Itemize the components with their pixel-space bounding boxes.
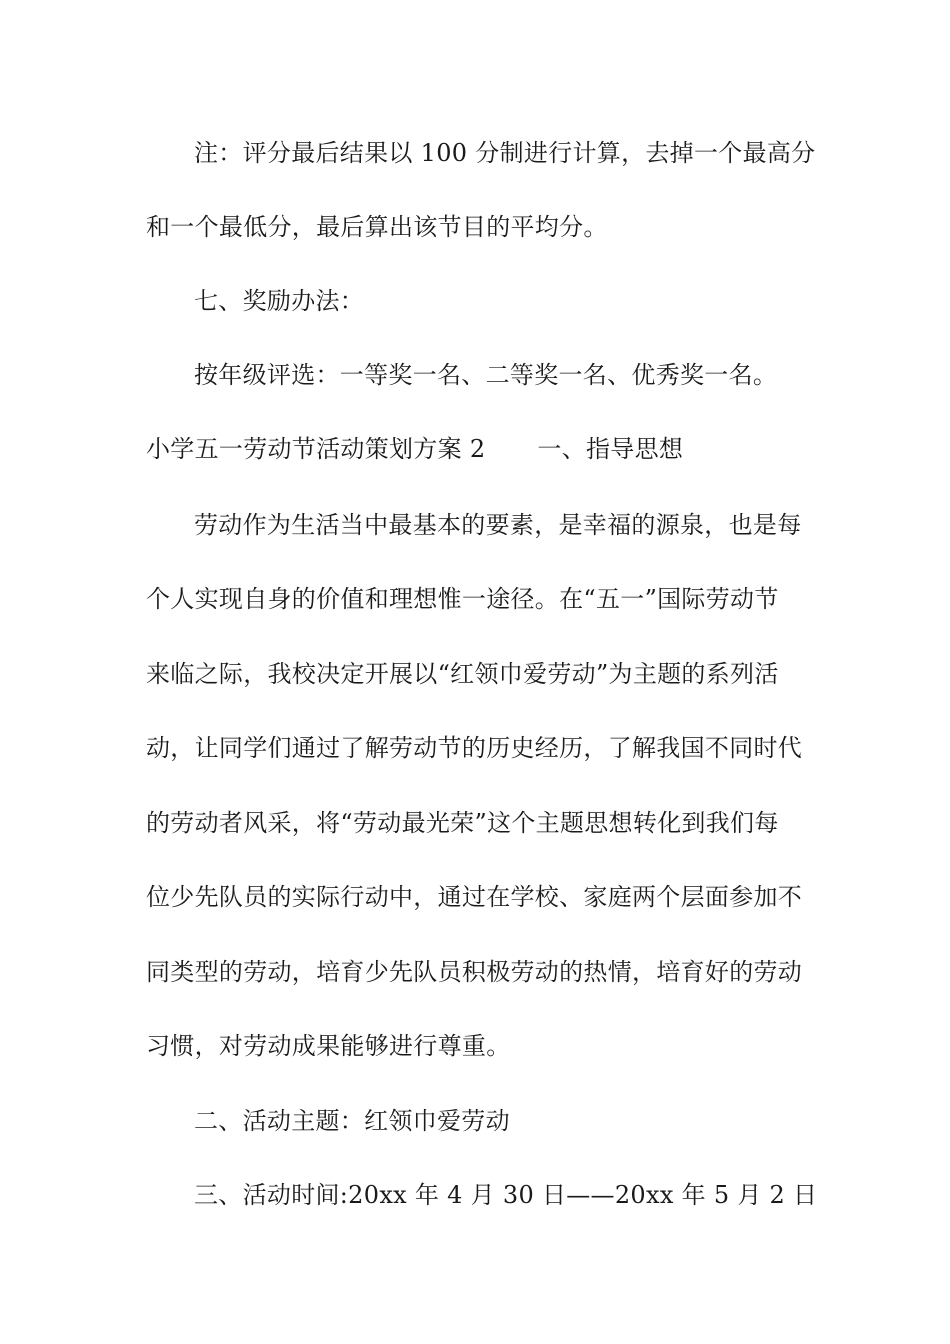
paragraph-line: 习惯，对劳动成果能够进行尊重。 <box>146 1032 511 1060</box>
section-7-heading: 七、奖励办法： <box>194 287 365 315</box>
paragraph-line: 同类型的劳动，培育少先队员积极劳动的热情，培育好的劳动 <box>146 958 803 986</box>
section-3-time: 三、活动时间:20xx 年 4 月 30 日——20xx 年 5 月 2 日 <box>194 1181 818 1209</box>
note-line-2: 和一个最低分，最后算出该节目的平均分。 <box>146 213 608 241</box>
section-2-theme: 二、活动主题：红领巾爱劳动 <box>194 1107 510 1135</box>
paragraph-line: 劳动作为生活当中最基本的要素，是幸福的源泉，也是每 <box>194 511 802 539</box>
paragraph-line: 来临之际，我校决定开展以“红领巾爱劳动”为主题的系列活 <box>146 660 779 688</box>
section-1-heading: 一、指导思想 <box>537 435 684 463</box>
plan-2-title-row <box>146 434 826 464</box>
section-7-body: 按年级评选：一等奖一名、二等奖一名、优秀奖一名。 <box>194 361 778 389</box>
note-line-1: 注：评分最后结果以 100 分制进行计算，去掉一个最高分 <box>194 139 816 167</box>
paragraph-line: 个人实现自身的价值和理想惟一途径。在“五一”国际劳动节 <box>146 585 779 613</box>
paragraph-line: 的劳动者风采，将“劳动最光荣”这个主题思想转化到我们每 <box>146 809 779 837</box>
paragraph-line: 动，让同学们通过了解劳动节的历史经历，了解我国不同时代 <box>146 734 803 762</box>
plan-2-title: 小学五一劳动节活动策划方案 2 <box>146 435 486 463</box>
paragraph-line: 位少先队员的实际行动中，通过在学校、家庭两个层面参加不 <box>146 883 803 911</box>
